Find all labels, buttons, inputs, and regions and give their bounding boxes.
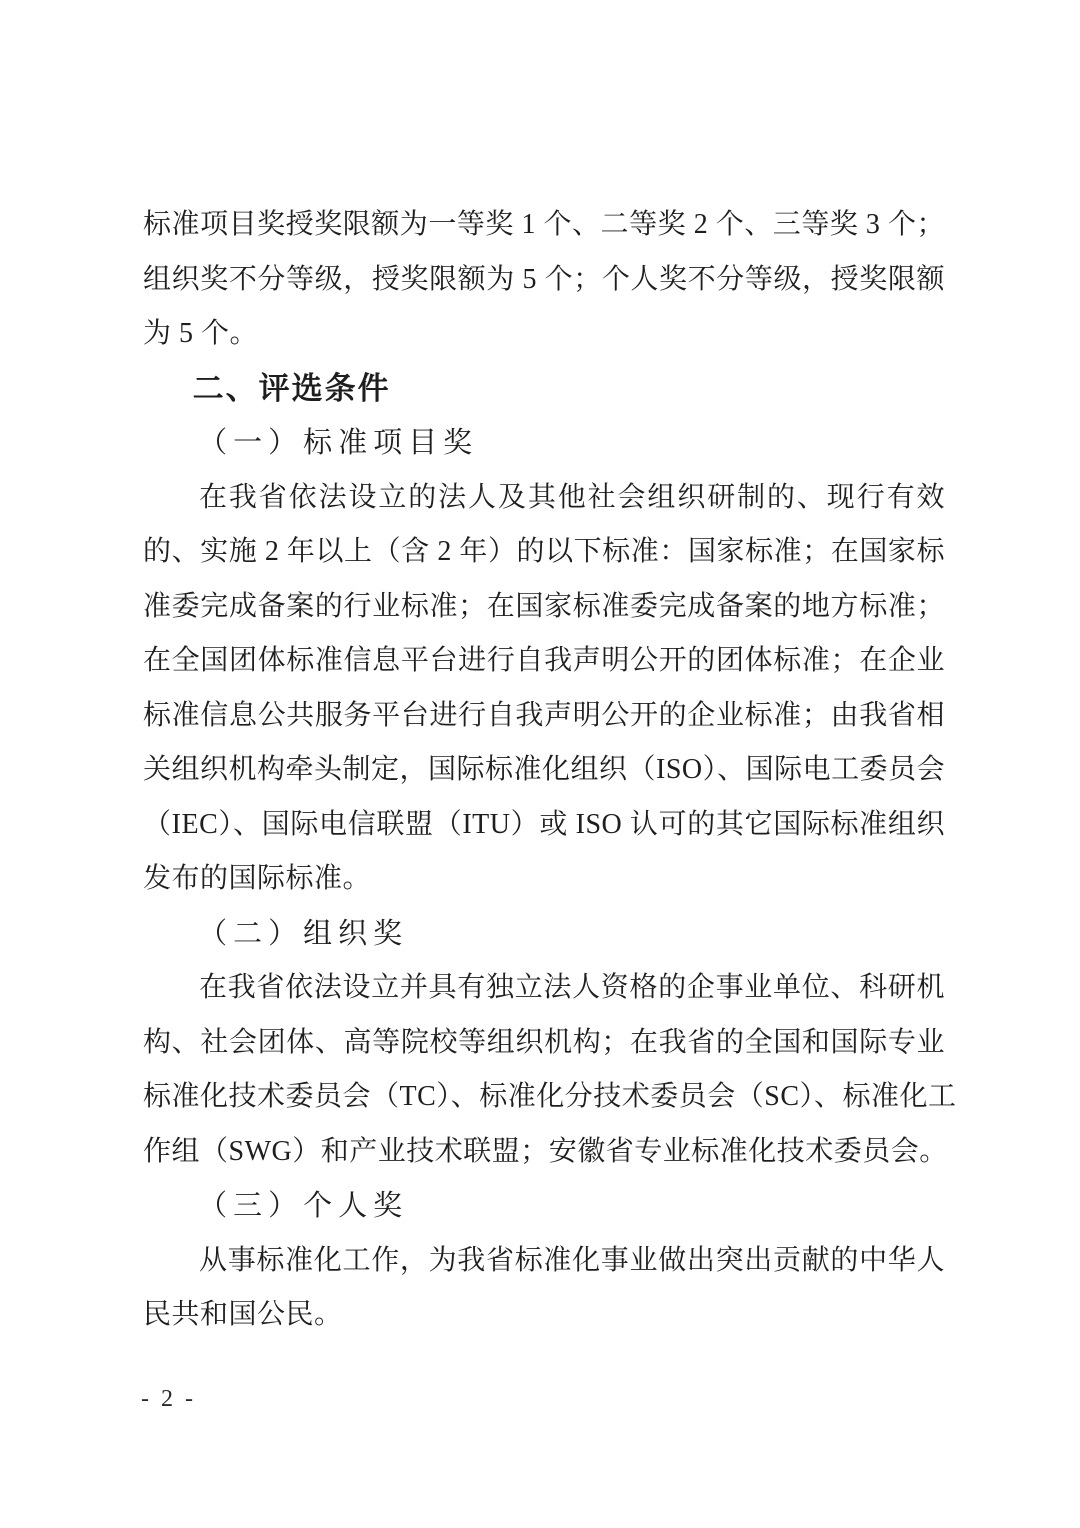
- document-text-column: [143, 198, 957, 1343]
- document-line: 组织奖不分等级，授奖限额为 5 个；个人奖不分等级，授奖限额: [143, 263, 945, 295]
- document-line: 为 5 个。: [143, 318, 259, 349]
- document-line: 在我省依法设立的法人及其他社会组织研制的、现行有效: [199, 481, 945, 513]
- document-line: 民共和国公民。: [143, 1299, 343, 1330]
- document-line: 构、社会团体、高等院校等组织机构；在我省的全国和国际专业: [143, 1026, 945, 1058]
- document-line: 发布的国际标准。: [143, 863, 372, 894]
- subsection-heading-organization-award: （二）组织奖: [198, 917, 409, 950]
- document-line: 从事标准化工作，为我省标准化事业做出突出贡献的中华人: [199, 1244, 945, 1276]
- document-line: 标准项目奖授奖限额为一等奖 1 个、二等奖 2 个、三等奖 3 个；: [143, 209, 945, 240]
- document-line: 的、实施 2 年以上（含 2 年）的以下标准：国家标准；在国家标: [143, 536, 945, 567]
- document-line: 作组（SWG）和产业技术联盟；安徽省专业标准化技术委员会。: [143, 1135, 948, 1167]
- section-heading-selection-criteria: 二、评选条件: [192, 370, 391, 406]
- subsection-heading-individual-award: （三）个人奖: [198, 1190, 409, 1222]
- subsection-heading-standard-project-award: （一）标准项目奖: [198, 427, 479, 459]
- document-line: 在全国团体标准信息平台进行自我声明公开的团体标准；在企业: [143, 645, 945, 676]
- document-line: （IEC）、国际电信联盟（ITU）或 ISO 认可的其它国际标准组织: [143, 808, 945, 840]
- document-line: 准委完成备案的行业标准；在国家标准委完成备案的地方标准；: [143, 590, 945, 622]
- document-line: 在我省依法设立并具有独立法人资格的企事业单位、科研机: [199, 972, 945, 1003]
- page-number: - 2 -: [141, 1386, 196, 1412]
- document-line: 标准信息公共服务平台进行自我声明公开的企业标准；由我省相: [143, 699, 945, 731]
- document-line: 关组织机构牵头制定，国际标准化组织（ISO）、国际电工委员会: [143, 754, 946, 785]
- document-line: 标准化技术委员会（TC）、标准化分技术委员会（SC）、标准化工: [143, 1081, 957, 1112]
